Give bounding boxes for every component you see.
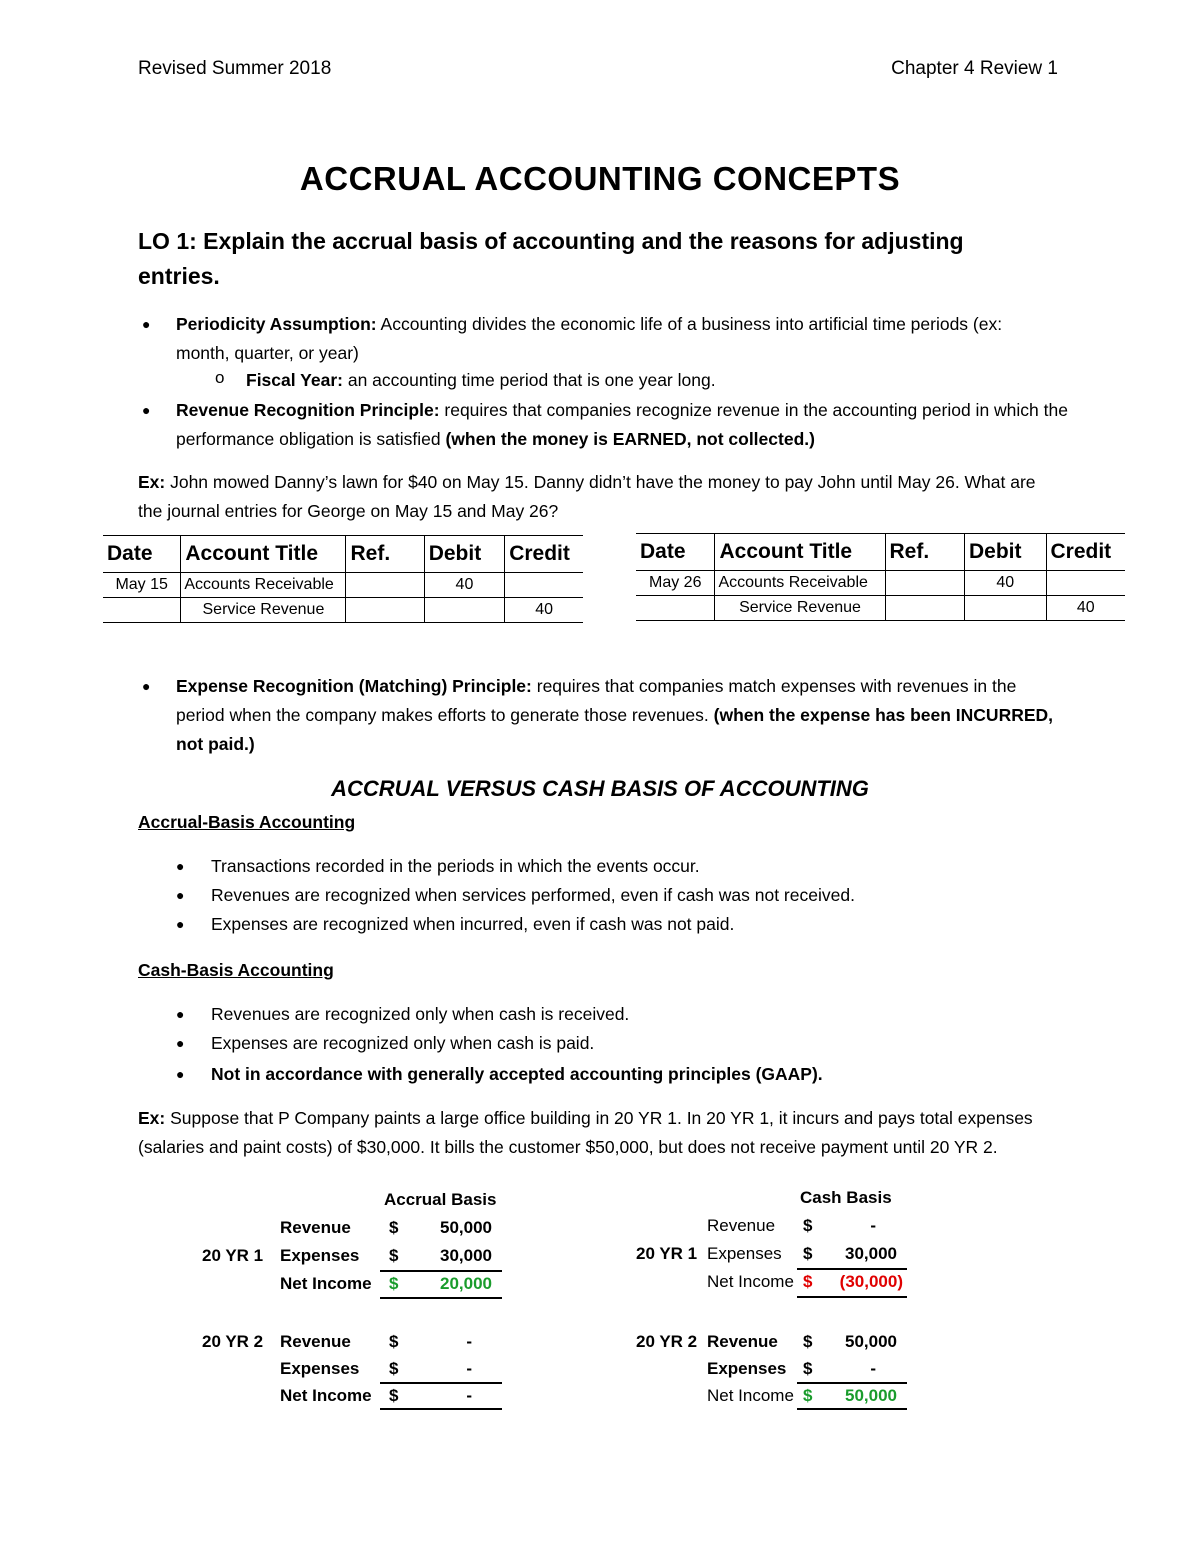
sum-line [380,1270,502,1272]
cash-y2-revenue-label: Revenue [707,1332,778,1351]
cash-y2-net-label: Net Income [707,1386,794,1405]
fiscal-year-line [246,366,1046,395]
cell-credit [1046,571,1125,596]
cell-account: Service Revenue [181,598,346,623]
cash-y1-revenue-value: - [870,1216,876,1235]
cell-credit: 40 [505,598,583,623]
col-header-date: Date [636,534,715,571]
cash-y2-expenses-label: Expenses [707,1359,787,1378]
accrual-y1-net-value: 20,000 [440,1274,492,1293]
example1-text: John mowed Danny’s lawn for $40 on May 15. Danny didn’t have the money to pay John until May 26. What are the journal entries for George on May 15 and May 26? [138,472,1036,521]
accrual-y1-net-label: Net Income [280,1274,372,1293]
cell-ref [885,571,964,596]
fiscal-year-label: Fiscal Year: [246,370,343,390]
cash-y2-revenue-value: 50,000 [845,1332,897,1351]
table-row [636,571,1125,596]
cell-credit: 40 [1046,596,1125,621]
cell-ref [346,598,424,623]
example1-paragraph [138,468,1058,526]
section-title-accrual-vs-cash: ACCRUAL VERSUS CASH BASIS OF ACCOUNTING [331,776,869,801]
cash-basis-title: Cash Basis [800,1188,892,1207]
col-header-debit: Debit [424,536,505,573]
cell-account: Service Revenue [715,596,885,621]
sum-line [797,1268,907,1270]
dollar-sign: $ [803,1386,813,1405]
revenue-principle-bold: (when the money is EARNED, not collected.) [445,429,815,449]
periodicity-paragraph [176,310,1046,368]
total-line [797,1296,907,1298]
example2-label: Ex: [138,1108,166,1128]
revenue-principle-paragraph [176,396,1076,454]
bullet-icon: ● [142,678,151,694]
dollar-sign: $ [803,1216,813,1235]
col-header-debit: Debit [965,534,1047,571]
accrual-y1-expenses-label: Expenses [280,1246,360,1265]
bullet-icon: ● [176,916,185,932]
cell-credit [505,573,583,598]
accrual-year2-label: 20 YR 2 [202,1332,264,1351]
cash-basis-heading: Cash-Basis Accounting [138,960,334,980]
dollar-sign: $ [389,1359,399,1378]
cash-y2-expenses-value: - [870,1359,876,1378]
col-header-ref: Ref. [885,534,964,571]
revenue-principle-text: requires that companies recognize revenue in the accounting period in which the performance obligation is satisfied [176,400,1068,449]
sum-line [797,1382,907,1384]
header-left: Revised Summer 2018 [138,58,332,79]
total-line [797,1408,907,1410]
accrual-y2-expenses-label: Expenses [280,1359,360,1378]
periodicity-label: Periodicity Assumption: [176,314,377,334]
accrual-basis-title: Accrual Basis [384,1190,497,1209]
accrual-y2-net-value: - [466,1386,472,1405]
table-row [636,596,1125,621]
bullet-icon: ● [176,1066,185,1082]
expense-principle-label: Expense Recognition (Matching) Principle: [176,676,532,696]
cash-y1-net-value: (30,000) [839,1272,903,1291]
cell-account: Accounts Receivable [715,571,885,596]
expense-principle-paragraph [176,672,1061,759]
col-header-account: Account Title [181,536,346,573]
journal-table-may26 [636,533,1125,621]
dollar-sign: $ [803,1359,813,1378]
accrual-y2-expenses-value: - [466,1359,472,1378]
cell-account: Accounts Receivable [181,573,346,598]
table-row [103,573,583,598]
accrual-year1-label: 20 YR 1 [202,1246,264,1265]
sum-line [380,1382,502,1384]
accrual-y2-revenue-value: - [466,1332,472,1351]
dollar-sign: $ [803,1332,813,1351]
dollar-sign: $ [389,1218,399,1237]
cell-debit [424,598,505,623]
total-line [380,1408,502,1410]
accrual-y2-revenue-label: Revenue [280,1332,351,1351]
cell-debit: 40 [424,573,505,598]
bullet-icon: ● [142,316,151,332]
accrual-y1-revenue-value: 50,000 [440,1218,492,1237]
accrual-item: Expenses are recognized when incurred, even if cash was not paid. [211,914,735,934]
cash-y1-net-label: Net Income [707,1272,794,1291]
cash-y1-expenses-value: 30,000 [845,1244,897,1263]
col-header-date: Date [103,536,181,573]
page-title: ACCRUAL ACCOUNTING CONCEPTS [299,160,901,197]
fiscal-year-text: an accounting time period that is one year long. [342,370,716,390]
example2-text: Suppose that P Company paints a large office building in 20 YR 1. In 20 YR 1, it incurs and pays total expenses (salaries and paint costs) of $30,000. It bills the customer $50,000, but does not receive payment until 20 YR 2. [138,1108,1033,1157]
cell-date [103,598,181,623]
cash-y1-revenue-label: Revenue [707,1216,776,1235]
bullet-icon: ● [142,402,151,418]
cash-y1-expenses-label: Expenses [707,1244,782,1263]
cell-ref [346,573,424,598]
expense-principle-text: requires that companies match expenses with revenues in the period when the company makes efforts to generate those revenues. [176,676,1017,725]
col-header-credit: Credit [1046,534,1125,571]
bullet-icon: ● [176,858,185,874]
accrual-y2-net-label: Net Income [280,1386,372,1405]
accrual-item: Transactions recorded in the periods in which the events occur. [211,856,700,876]
cell-date [636,596,715,621]
example2-paragraph [138,1104,1073,1162]
accrual-item: Revenues are recognized when services performed, even if cash was not received. [211,885,855,905]
dollar-sign: $ [803,1244,813,1263]
cell-date: May 26 [636,571,715,596]
dollar-sign: $ [389,1386,399,1405]
revenue-principle-label: Revenue Recognition Principle: [176,400,440,420]
cash-year1-label: 20 YR 1 [636,1244,698,1263]
col-header-ref: Ref. [346,536,424,573]
example1-label: Ex: [138,472,166,492]
table-row [103,598,583,623]
lo1-heading: LO 1: Explain the accrual basis of accounting and the reasons for adjusting entries. [138,228,964,289]
cell-debit: 40 [965,571,1047,596]
expense-principle-bold: (when the expense has been INCURRED, not paid.) [176,705,1054,754]
cash-item: Expenses are recognized only when cash is paid. [211,1033,595,1053]
bullet-icon: ● [176,1035,185,1051]
accrual-y1-revenue-label: Revenue [280,1218,351,1237]
header-right: Chapter 4 Review 1 [891,58,1058,79]
cell-ref [885,596,964,621]
col-header-account: Account Title [715,534,885,571]
dollar-sign: $ [389,1274,399,1293]
cash-item-gaap: Not in accordance with generally accepted accounting principles (GAAP). [211,1064,823,1084]
accrual-y1-expenses-value: 30,000 [440,1246,492,1265]
cash-item: Revenues are recognized only when cash is received. [211,1004,630,1024]
col-header-credit: Credit [505,536,583,573]
cash-year2-label: 20 YR 2 [636,1332,698,1351]
accrual-basis-heading: Accrual-Basis Accounting [138,812,356,832]
cell-date: May 15 [103,573,181,598]
cash-y2-net-value: 50,000 [845,1386,897,1405]
bullet-icon: ● [176,887,185,903]
periodicity-text: Accounting divides the economic life of a business into artificial time periods (ex: month, quarter, or year) [176,314,1003,363]
bullet-icon: ● [176,1006,185,1022]
cell-debit [965,596,1047,621]
journal-table-may15 [103,535,583,623]
total-line [380,1297,502,1299]
dollar-sign: $ [803,1272,813,1291]
dollar-sign: $ [389,1332,399,1351]
dollar-sign: $ [389,1246,399,1265]
sub-bullet-icon: o [215,368,225,387]
